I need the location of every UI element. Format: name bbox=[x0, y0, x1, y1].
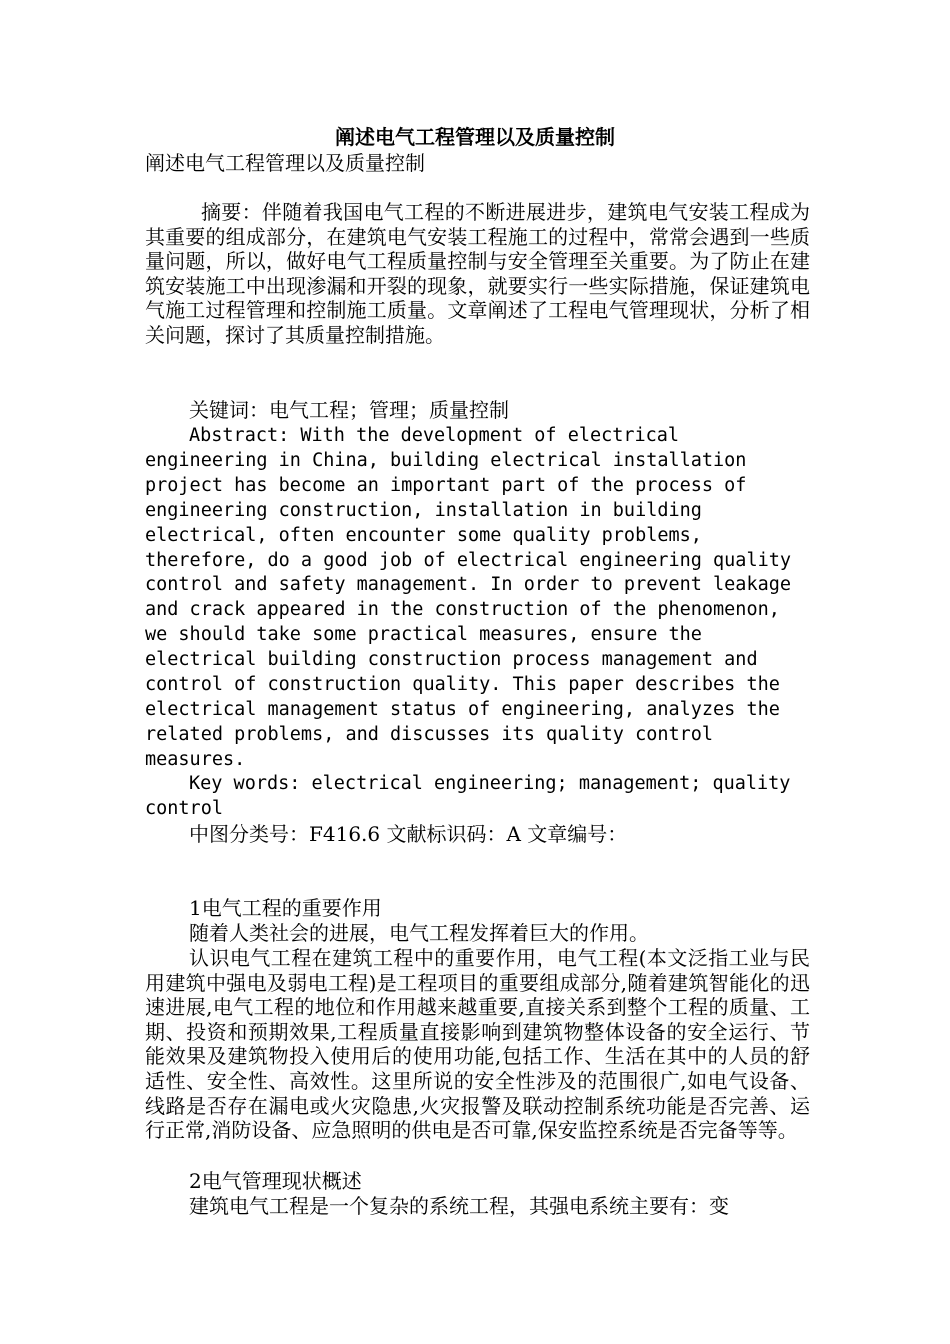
section1-heading: 1电气工程的重要作用 bbox=[189, 896, 382, 920]
document-subtitle: 阐述电气工程管理以及质量控制 bbox=[145, 151, 425, 175]
abstract-en: Abstract: With the development of electrical engineering in China, building electrical installation project has become an important part of the process of engineering construction, installation in building electrical, often encounter some quality problems, therefore, do a good job of electrical engineering quality control and safety management. In order to prevent leakage and crack appeared in the construction of the phenomenon, we should take some practical measures, ensure the electrical building construction process management and control of construction quality. This paper describes the electrical management status of engineering, analyzes the related problems, and discusses its quality control measures. bbox=[145, 425, 792, 770]
abstract-cn: 摘要：伴随着我国电气工程的不断进展进步，建筑电气安装工程成为其重要的组成部分，在建筑电气安装工程施工的过程中，常常会遇到一些质量问题，所以，做好电气工程质量控制与安全管理至关重要。为了防止在建筑安装施工中出现渗漏和开裂的现象，就要实行一些实际措施，保证建筑电气施工过程管理和控制施工质量。文章阐述了工程电气管理现状，分析了相关问题，探讨了其质量控制措施。 bbox=[145, 200, 810, 347]
keywords-cn: 关键词：电气工程；管理；质量控制 bbox=[189, 398, 509, 422]
keywords-en: Key words: electrical engineering; management; quality control bbox=[145, 773, 791, 819]
section1-paragraph-1: 随着人类社会的进展，电气工程发挥着巨大的作用。 bbox=[189, 921, 649, 945]
document-title: 阐述电气工程管理以及质量控制 bbox=[335, 125, 615, 149]
section2-heading: 2电气管理现状概述 bbox=[189, 1169, 362, 1193]
section2-paragraph-1: 建筑电气工程是一个复杂的系统工程，其强电系统主要有：变 bbox=[189, 1194, 729, 1218]
classification-line: 中图分类号：F416.6 文献标识码：A 文章编号： bbox=[189, 822, 628, 846]
section1-paragraph-2: 认识电气工程在建筑工程中的重要作用，电气工程(本文泛指工业与民用建筑中强电及弱电工程)是工程项目的重要组成部分,随着建筑智能化的迅速进展,电气工程的地位和作用越来越重要,直接关系到整个工程的质量、工期、投资和预期效果,工程质量直接影响到建筑物整体设备的安全运行、节能效果及建筑物投入使用后的使用功能,包括工作、生活在其中的人员的舒适性、安全性、高效性。这里所说的安全性涉及的范围很广,如电气设备、线路是否存在漏电或火灾隐患,火灾报警及联动控制系统功能是否完善、运行正常,消防设备、应急照明的供电是否可靠,保安监控系统是否完备等等。 bbox=[145, 946, 810, 1143]
